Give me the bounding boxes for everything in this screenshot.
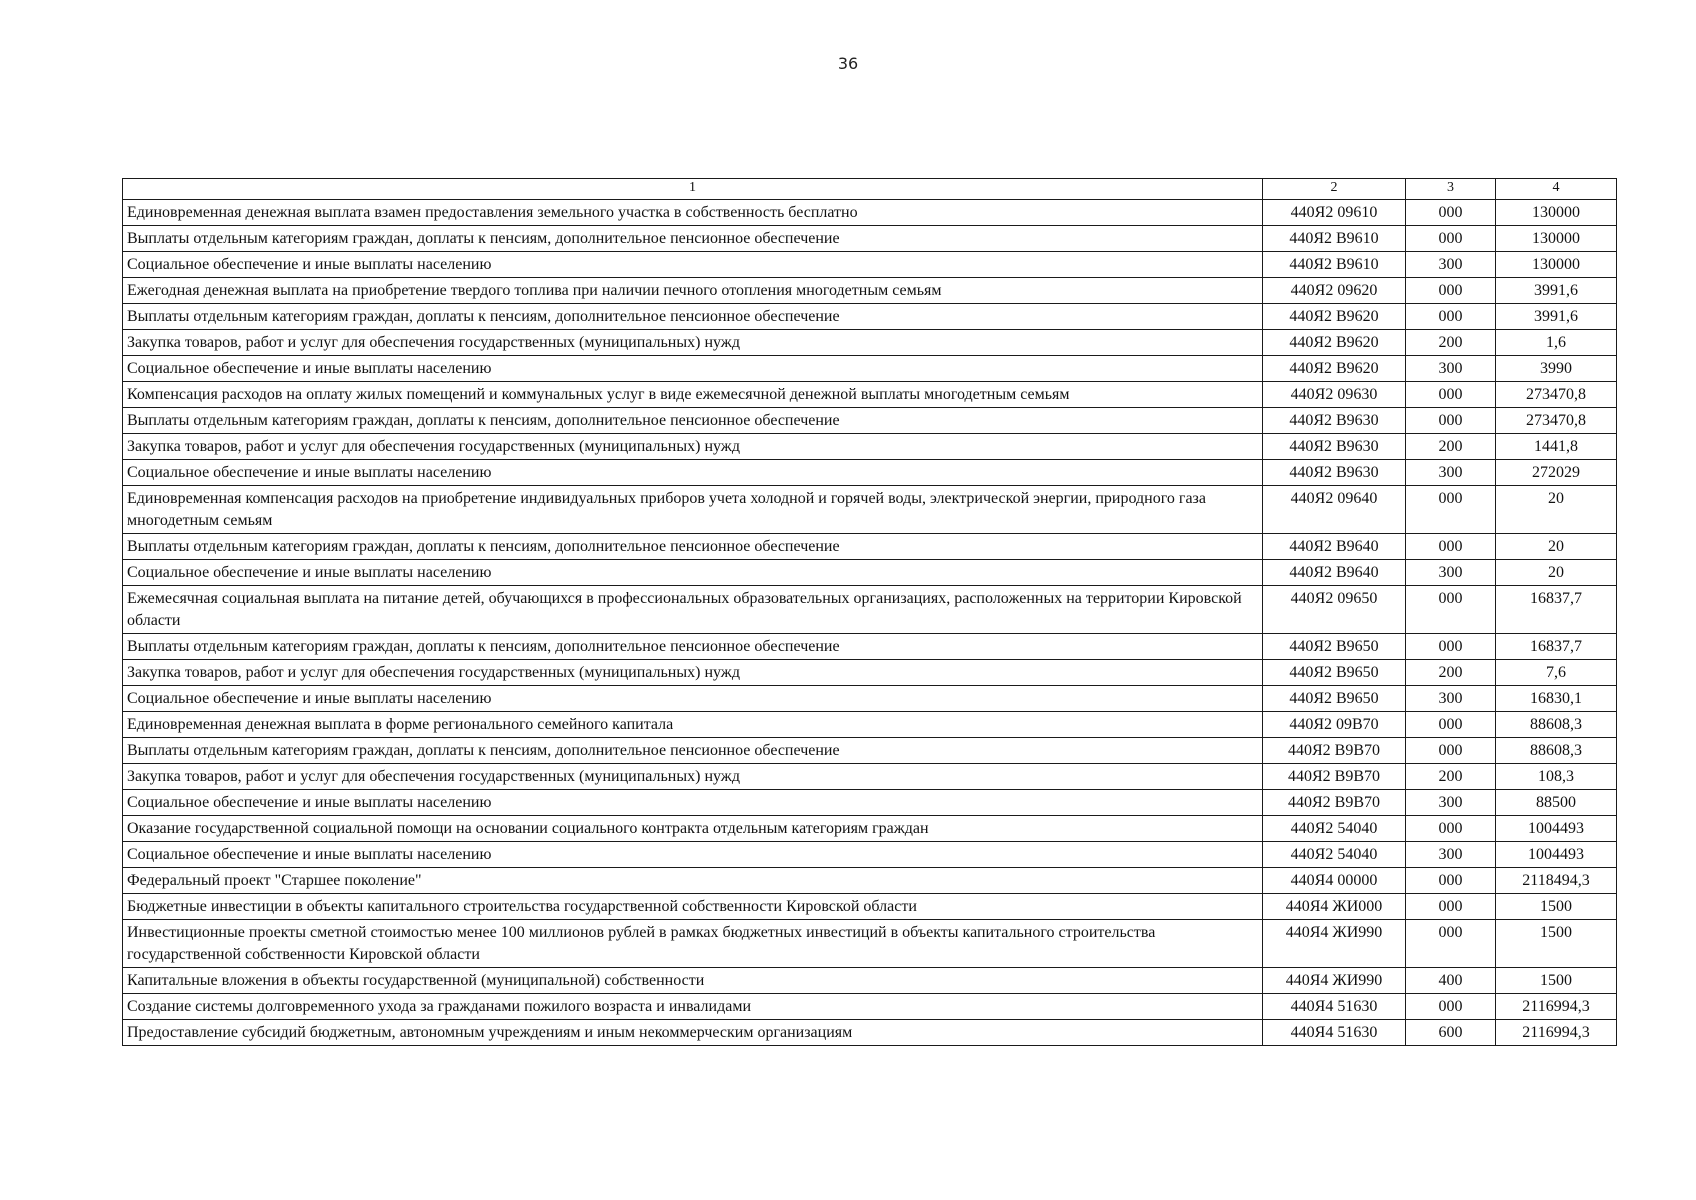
row-code-cell: 440Я4 ЖИ000 [1263, 894, 1406, 920]
row-name-cell: Закупка товаров, работ и услуг для обеспечения государственных (муниципальных) нужд [123, 330, 1263, 356]
table-row [123, 330, 1617, 356]
budget-table [122, 178, 1617, 1046]
row-code-cell: 440Я2 В9610 [1263, 252, 1406, 278]
table-row [123, 486, 1617, 534]
row-type-cell: 000 [1406, 634, 1496, 660]
row-code-cell: 440Я2 В9650 [1263, 634, 1406, 660]
table-row [123, 816, 1617, 842]
table-row [123, 560, 1617, 586]
row-type-cell: 000 [1406, 868, 1496, 894]
row-name-cell: Создание системы долговременного ухода за гражданами пожилого возраста и инвалидами [123, 994, 1263, 1020]
table-row [123, 920, 1617, 968]
row-type-cell: 600 [1406, 1020, 1496, 1046]
row-code-cell: 440Я2 09610 [1263, 200, 1406, 226]
row-type-cell: 300 [1406, 686, 1496, 712]
row-type-cell: 300 [1406, 460, 1496, 486]
row-sum-cell: 1004493 [1496, 816, 1617, 842]
row-type-cell: 300 [1406, 560, 1496, 586]
row-sum-cell: 16830,1 [1496, 686, 1617, 712]
table-header-row [123, 179, 1617, 200]
row-code-cell: 440Я2 В9650 [1263, 660, 1406, 686]
row-sum-cell: 88608,3 [1496, 738, 1617, 764]
row-sum-cell: 273470,8 [1496, 408, 1617, 434]
row-name-cell: Социальное обеспечение и иные выплаты населению [123, 842, 1263, 868]
row-name-cell: Социальное обеспечение и иные выплаты населению [123, 356, 1263, 382]
table-row [123, 382, 1617, 408]
row-code-cell: 440Я2 В9630 [1263, 434, 1406, 460]
row-sum-cell: 20 [1496, 534, 1617, 560]
row-name-cell: Выплаты отдельным категориям граждан, доплаты к пенсиям, дополнительное пенсионное обеспечение [123, 534, 1263, 560]
table-row [123, 842, 1617, 868]
row-code-cell: 440Я2 В9640 [1263, 534, 1406, 560]
table-row [123, 660, 1617, 686]
row-sum-cell: 272029 [1496, 460, 1617, 486]
table-row [123, 200, 1617, 226]
row-sum-cell: 16837,7 [1496, 634, 1617, 660]
row-code-cell: 440Я2 В9В70 [1263, 790, 1406, 816]
table-row [123, 738, 1617, 764]
row-type-cell: 200 [1406, 434, 1496, 460]
table-row [123, 278, 1617, 304]
table-row [123, 434, 1617, 460]
row-type-cell: 200 [1406, 660, 1496, 686]
header-cell-2: 2 [1263, 179, 1406, 200]
table-row [123, 1020, 1617, 1046]
row-code-cell: 440Я2 В9640 [1263, 560, 1406, 586]
row-code-cell: 440Я2 54040 [1263, 816, 1406, 842]
row-sum-cell: 2116994,3 [1496, 1020, 1617, 1046]
row-type-cell: 400 [1406, 968, 1496, 994]
row-name-cell: Выплаты отдельным категориям граждан, доплаты к пенсиям, дополнительное пенсионное обеспечение [123, 738, 1263, 764]
row-code-cell: 440Я2 В9630 [1263, 460, 1406, 486]
row-sum-cell: 1441,8 [1496, 434, 1617, 460]
table-row [123, 226, 1617, 252]
row-sum-cell: 130000 [1496, 252, 1617, 278]
row-type-cell: 200 [1406, 764, 1496, 790]
table-row [123, 712, 1617, 738]
table-row [123, 634, 1617, 660]
row-name-cell: Социальное обеспечение и иные выплаты населению [123, 252, 1263, 278]
row-type-cell: 000 [1406, 894, 1496, 920]
row-type-cell: 200 [1406, 330, 1496, 356]
row-type-cell: 000 [1406, 200, 1496, 226]
row-code-cell: 440Я2 09630 [1263, 382, 1406, 408]
row-name-cell: Выплаты отдельным категориям граждан, доплаты к пенсиям, дополнительное пенсионное обеспечение [123, 304, 1263, 330]
row-code-cell: 440Я2 09В70 [1263, 712, 1406, 738]
table-row [123, 460, 1617, 486]
row-type-cell: 300 [1406, 842, 1496, 868]
row-code-cell: 440Я4 00000 [1263, 868, 1406, 894]
row-type-cell: 300 [1406, 790, 1496, 816]
row-type-cell: 000 [1406, 486, 1496, 534]
row-code-cell: 440Я4 ЖИ990 [1263, 968, 1406, 994]
row-code-cell: 440Я4 ЖИ990 [1263, 920, 1406, 968]
row-type-cell: 000 [1406, 534, 1496, 560]
header-cell-3: 3 [1406, 179, 1496, 200]
table-row [123, 356, 1617, 382]
row-code-cell: 440Я2 В9650 [1263, 686, 1406, 712]
row-sum-cell: 88500 [1496, 790, 1617, 816]
row-type-cell: 000 [1406, 586, 1496, 634]
row-sum-cell: 1,6 [1496, 330, 1617, 356]
table-row [123, 868, 1617, 894]
page-number: 36 [837, 54, 859, 73]
row-name-cell: Социальное обеспечение и иные выплаты населению [123, 560, 1263, 586]
row-name-cell: Выплаты отдельным категориям граждан, доплаты к пенсиям, дополнительное пенсионное обеспечение [123, 226, 1263, 252]
row-sum-cell: 130000 [1496, 226, 1617, 252]
row-sum-cell: 108,3 [1496, 764, 1617, 790]
row-name-cell: Предоставление субсидий бюджетным, автономным учреждениям и иным некоммерческим организациям [123, 1020, 1263, 1046]
table-row [123, 968, 1617, 994]
row-sum-cell: 2118494,3 [1496, 868, 1617, 894]
row-sum-cell: 3991,6 [1496, 278, 1617, 304]
row-name-cell: Единовременная денежная выплата взамен предоставления земельного участка в собственность бесплатно [123, 200, 1263, 226]
row-type-cell: 300 [1406, 252, 1496, 278]
row-sum-cell: 130000 [1496, 200, 1617, 226]
table-row [123, 764, 1617, 790]
row-sum-cell: 7,6 [1496, 660, 1617, 686]
row-code-cell: 440Я2 09640 [1263, 486, 1406, 534]
row-name-cell: Выплаты отдельным категориям граждан, доплаты к пенсиям, дополнительное пенсионное обеспечение [123, 408, 1263, 434]
row-code-cell: 440Я2 54040 [1263, 842, 1406, 868]
row-type-cell: 000 [1406, 382, 1496, 408]
table-row [123, 408, 1617, 434]
row-code-cell: 440Я2 В9В70 [1263, 738, 1406, 764]
row-name-cell: Бюджетные инвестиции в объекты капитального строительства государственной собственности Кировской области [123, 894, 1263, 920]
row-sum-cell: 3990 [1496, 356, 1617, 382]
table-row [123, 790, 1617, 816]
row-name-cell: Закупка товаров, работ и услуг для обеспечения государственных (муниципальных) нужд [123, 660, 1263, 686]
row-name-cell: Социальное обеспечение и иные выплаты населению [123, 790, 1263, 816]
table-row [123, 894, 1617, 920]
row-name-cell: Выплаты отдельным категориям граждан, доплаты к пенсиям, дополнительное пенсионное обеспечение [123, 634, 1263, 660]
row-type-cell: 000 [1406, 408, 1496, 434]
row-name-cell: Социальное обеспечение и иные выплаты населению [123, 686, 1263, 712]
row-code-cell: 440Я4 51630 [1263, 994, 1406, 1020]
row-sum-cell: 3991,6 [1496, 304, 1617, 330]
row-code-cell: 440Я2 В9620 [1263, 304, 1406, 330]
row-name-cell: Закупка товаров, работ и услуг для обеспечения государственных (муниципальных) нужд [123, 764, 1263, 790]
row-code-cell: 440Я4 51630 [1263, 1020, 1406, 1046]
row-code-cell: 440Я2 В9620 [1263, 330, 1406, 356]
row-code-cell: 440Я2 09650 [1263, 586, 1406, 634]
row-type-cell: 000 [1406, 816, 1496, 842]
row-name-cell: Компенсация расходов на оплату жилых помещений и коммунальных услуг в виде ежемесячной денежной выплаты многодетным семьям [123, 382, 1263, 408]
row-sum-cell: 273470,8 [1496, 382, 1617, 408]
row-sum-cell: 1004493 [1496, 842, 1617, 868]
row-name-cell: Оказание государственной социальной помощи на основании социального контракта отдельным категориям граждан [123, 816, 1263, 842]
row-name-cell: Ежегодная денежная выплата на приобретение твердого топлива при наличии печного отопления многодетным семьям [123, 278, 1263, 304]
row-name-cell: Единовременная компенсация расходов на приобретение индивидуальных приборов учета холодной и горячей воды, электрической энергии, природного газа многодетным семьям [123, 486, 1263, 534]
row-type-cell: 000 [1406, 226, 1496, 252]
row-name-cell: Единовременная денежная выплата в форме регионального семейного капитала [123, 712, 1263, 738]
row-type-cell: 000 [1406, 920, 1496, 968]
row-sum-cell: 1500 [1496, 968, 1617, 994]
row-code-cell: 440Я2 09620 [1263, 278, 1406, 304]
table-row [123, 994, 1617, 1020]
table-row [123, 252, 1617, 278]
row-sum-cell: 1500 [1496, 894, 1617, 920]
row-type-cell: 000 [1406, 712, 1496, 738]
row-type-cell: 300 [1406, 356, 1496, 382]
row-sum-cell: 1500 [1496, 920, 1617, 968]
row-code-cell: 440Я2 В9610 [1263, 226, 1406, 252]
row-name-cell: Инвестиционные проекты сметной стоимостью менее 100 миллионов рублей в рамках бюджетных инвестиций в объекты капитального строительства государственной собственности Кировской области [123, 920, 1263, 968]
row-type-cell: 000 [1406, 278, 1496, 304]
row-name-cell: Федеральный проект "Старшее поколение" [123, 868, 1263, 894]
table-row [123, 534, 1617, 560]
row-sum-cell: 20 [1496, 560, 1617, 586]
row-sum-cell: 16837,7 [1496, 586, 1617, 634]
row-sum-cell: 20 [1496, 486, 1617, 534]
row-sum-cell: 88608,3 [1496, 712, 1617, 738]
row-name-cell: Ежемесячная социальная выплата на питание детей, обучающихся в профессиональных образовательных организациях, расположенных на территории Кировской области [123, 586, 1263, 634]
row-type-cell: 000 [1406, 738, 1496, 764]
row-code-cell: 440Я2 В9630 [1263, 408, 1406, 434]
row-name-cell: Закупка товаров, работ и услуг для обеспечения государственных (муниципальных) нужд [123, 434, 1263, 460]
header-cell-4: 4 [1496, 179, 1617, 200]
row-code-cell: 440Я2 В9620 [1263, 356, 1406, 382]
table-row [123, 686, 1617, 712]
header-cell-1: 1 [123, 179, 1263, 200]
row-type-cell: 000 [1406, 994, 1496, 1020]
row-name-cell: Капитальные вложения в объекты государственной (муниципальной) собственности [123, 968, 1263, 994]
row-type-cell: 000 [1406, 304, 1496, 330]
table-row [123, 586, 1617, 634]
row-name-cell: Социальное обеспечение и иные выплаты населению [123, 460, 1263, 486]
row-code-cell: 440Я2 В9В70 [1263, 764, 1406, 790]
row-sum-cell: 2116994,3 [1496, 994, 1617, 1020]
table-row [123, 304, 1617, 330]
